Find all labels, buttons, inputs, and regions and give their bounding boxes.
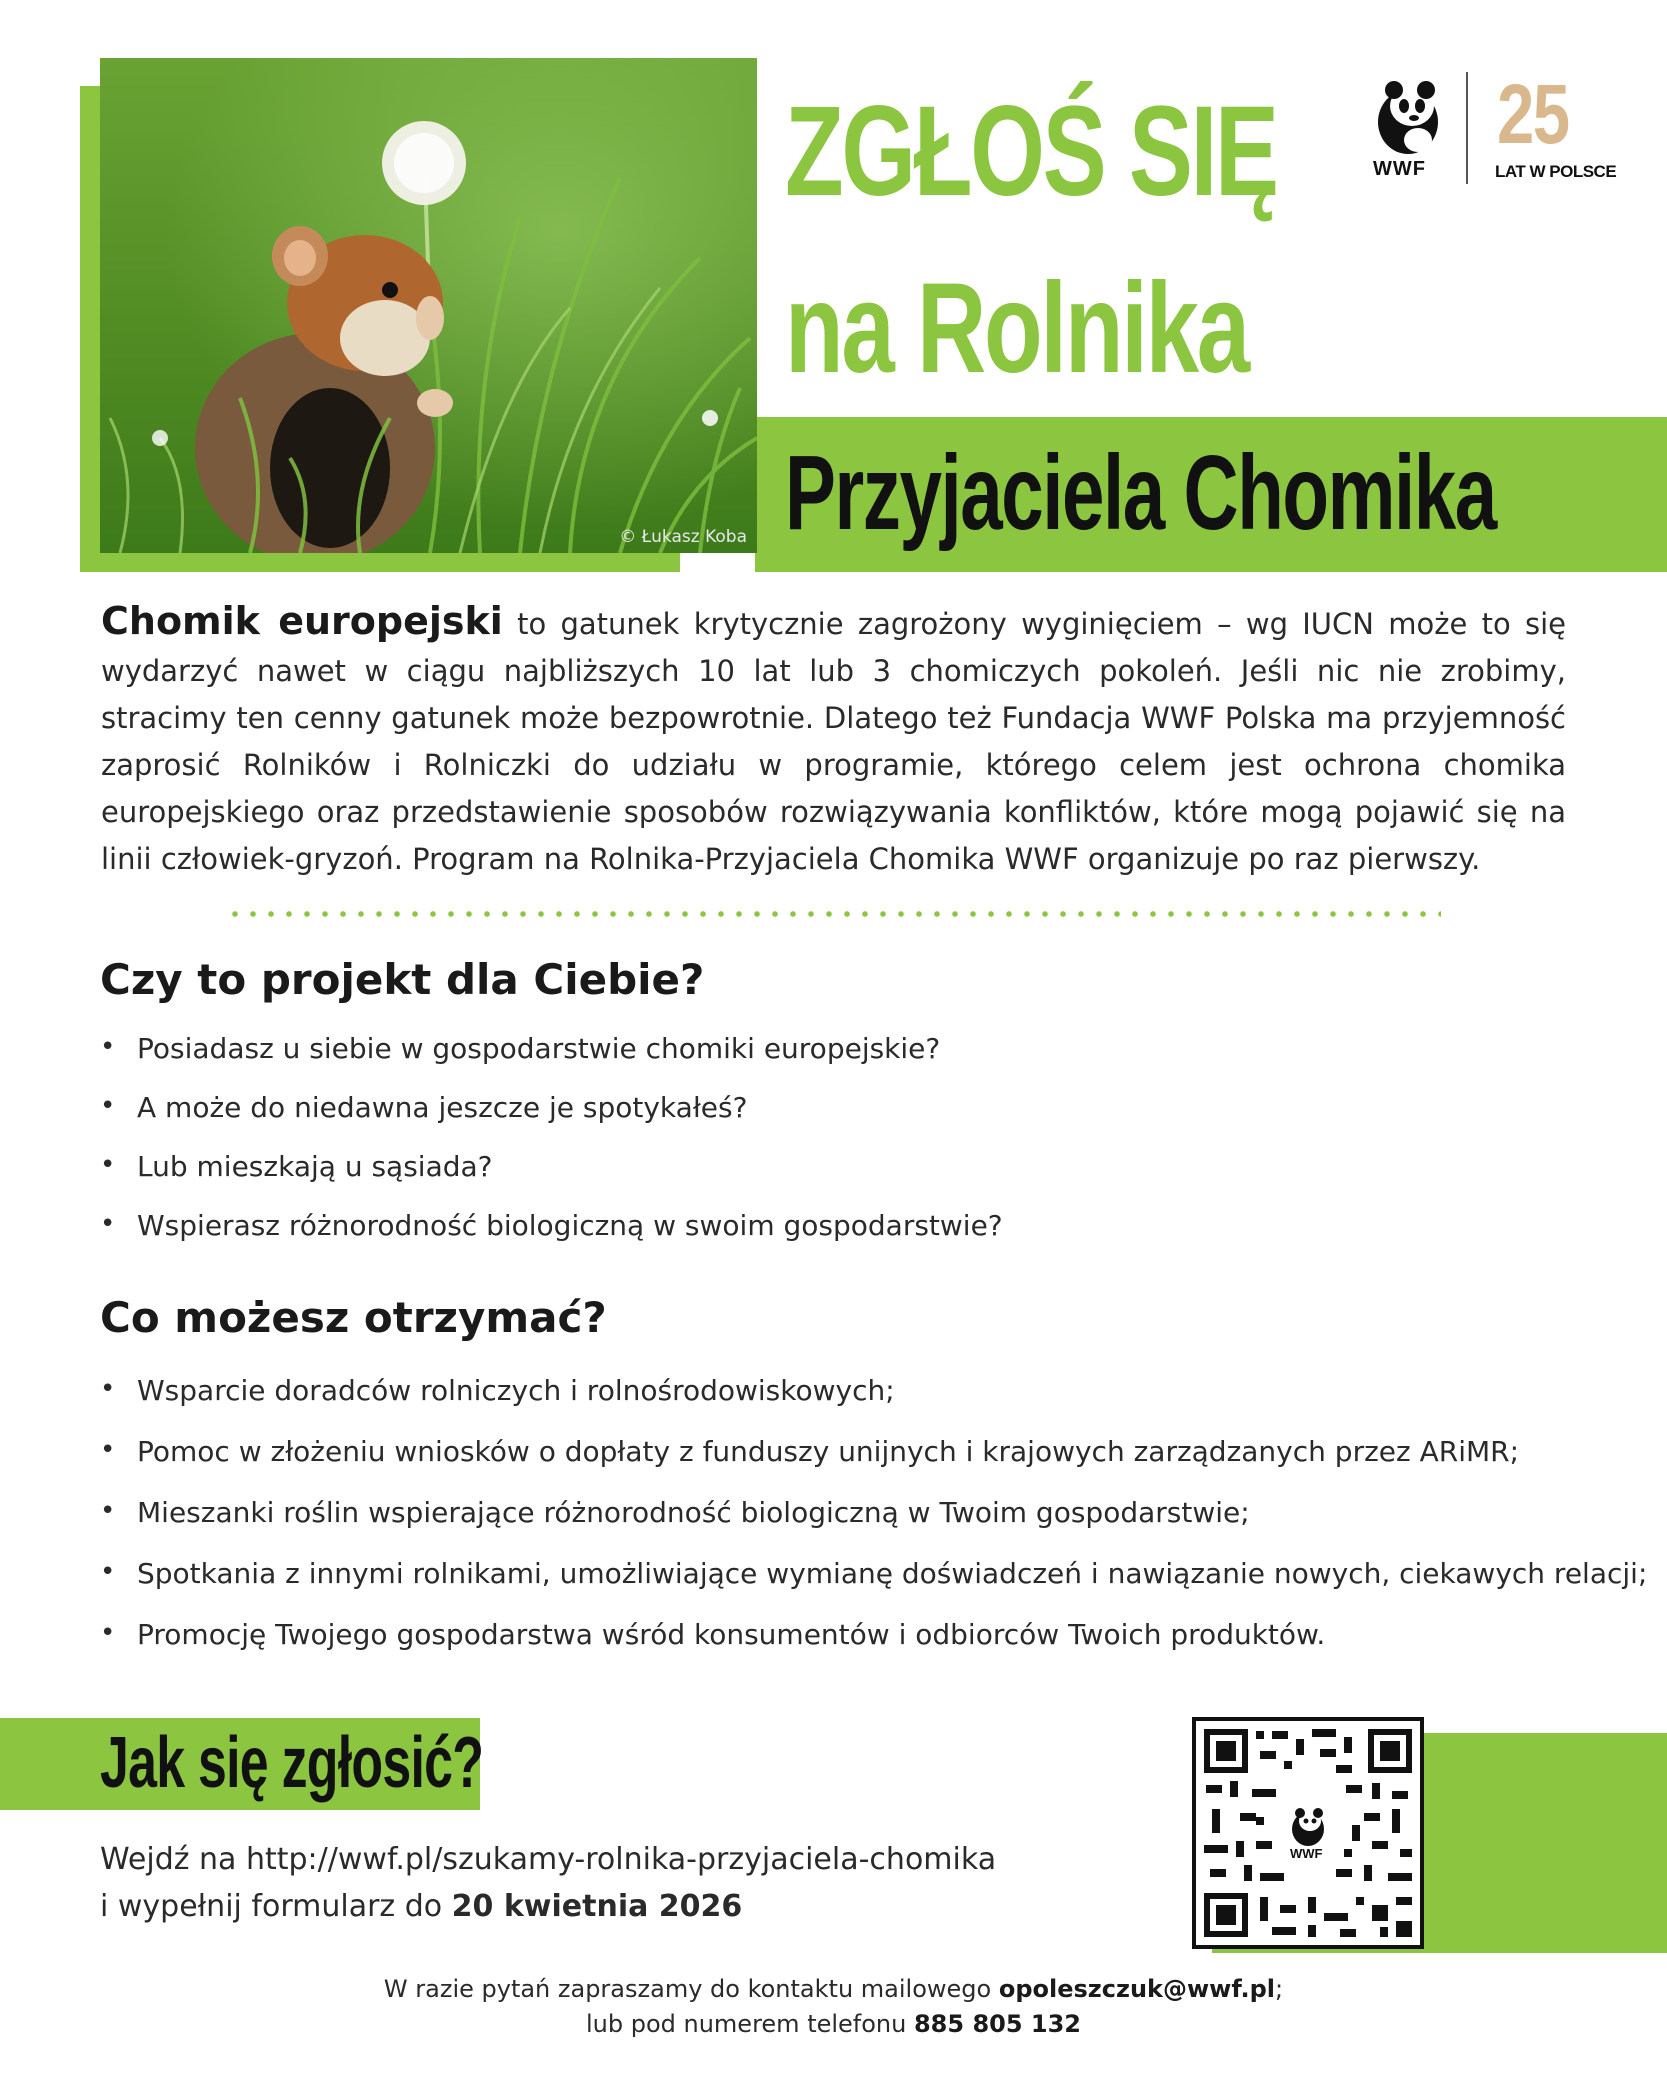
section-heading-for-you: Czy to projekt dla Ciebie? — [100, 955, 705, 1004]
contact-footer — [0, 1972, 1667, 2042]
title-line-3: Przyjaciela Chomika — [785, 434, 1496, 552]
intro-text: to gatunek krytycznie zagrożony wyginięciem – wg IUCN może to się wydarzyć nawet w ciągu najbliższych 10 lat lub 3 chomiczych pokoleń. Jeśli nic nie zrobimy, stracimy ten cenny gatunek może bezpowrotnie. Dlatego też Fundacja WWF Polska ma przyjemność zaprosić Rolników i Rolniczki do udziału w programie, którego celem jest ochrona chomika europejskiego oraz przedstawienie sposobów rozwiązywania konfliktów, które mogą pojawić się na linii człowiek-gryzoń. Program na Rolnika-Przyjaciela Chomika WWF organizuje po raz pierwszy. — [101, 607, 1566, 876]
hamster-photo — [100, 58, 757, 553]
contact-phone[interactable]: 885 805 132 — [913, 2010, 1081, 2038]
eligibility-list — [100, 1032, 1003, 1268]
section-heading-benefits: Co możesz otrzymać? — [100, 1293, 607, 1342]
list-item: • Pomoc w złożeniu wniosków o dopłaty z funduszy unijnych i krajowych zarządzanych przez ARiMR; — [100, 1435, 1647, 1496]
dotted-divider — [226, 910, 1441, 918]
list-item: • Wspierasz różnorodność biologiczną w swoim gospodarstwie? — [100, 1209, 1003, 1268]
anniversary-text: LAT W POLSCE — [1495, 162, 1617, 181]
list-item: • Posiadasz u siebie w gospodarstwie chomiki europejskie? — [100, 1032, 1003, 1091]
intro-lead: Chomik europejski — [101, 599, 503, 643]
contact-email-link[interactable]: opoleszczuk@wwf.pl — [998, 1975, 1275, 2003]
qr-wwf-label: WWF — [1290, 1846, 1323, 1861]
qr-code[interactable] — [1192, 1717, 1424, 1949]
logo-divider — [1466, 72, 1468, 184]
footer-line2-prefix: lub pod numerem telefonu — [585, 2010, 914, 2038]
apply-line2-prefix: i wypełnij formularz do — [100, 1889, 452, 1924]
apply-instructions — [100, 1836, 996, 1930]
anniversary-number: 25 — [1497, 67, 1569, 161]
list-item: • Promocję Twojego gospodarstwa wśród konsumentów i odbiorców Twoich produktów. — [100, 1618, 1647, 1679]
list-item: • Lub mieszkają u sąsiada? — [100, 1150, 1003, 1209]
list-item: • Mieszanki roślin wspierające różnorodność biologiczną w Twoim gospodarstwie; — [100, 1496, 1647, 1557]
footer-line1-suffix: ; — [1274, 1975, 1284, 2003]
apply-deadline: 20 kwietnia 2026 — [451, 1889, 743, 1924]
panda-icon — [1372, 76, 1444, 156]
list-item: • Wsparcie doradców rolniczych i rolnośrodowiskowych; — [100, 1374, 1647, 1435]
wwf-logo-text: WWF — [1373, 158, 1426, 180]
list-item: • A może do niedawna jeszcze je spotykałeś? — [100, 1091, 1003, 1150]
apply-heading: Jak się zgłosić? — [100, 1723, 484, 1803]
title-line-1: ZGŁOŚ SIĘ — [785, 80, 1277, 223]
apply-url-link[interactable]: http://wwf.pl/szukamy-rolnika-przyjaciela-chomika — [245, 1842, 997, 1877]
benefits-list — [100, 1374, 1647, 1679]
title-line-2: na Rolnika — [785, 257, 1248, 400]
list-item: • Spotkania z innymi rolnikami, umożliwiające wymianę doświadczeń i nawiązanie nowych, ciekawych relacji; — [100, 1557, 1647, 1618]
qr-code-graphic — [1196, 1721, 1420, 1945]
photo-credit: © Łukasz Koba — [619, 527, 747, 547]
intro-paragraph — [101, 598, 1566, 883]
footer-line1-prefix: W razie pytań zapraszamy do kontaktu mailowego — [383, 1975, 999, 2003]
apply-line1-prefix: Wejdź na — [100, 1842, 246, 1877]
